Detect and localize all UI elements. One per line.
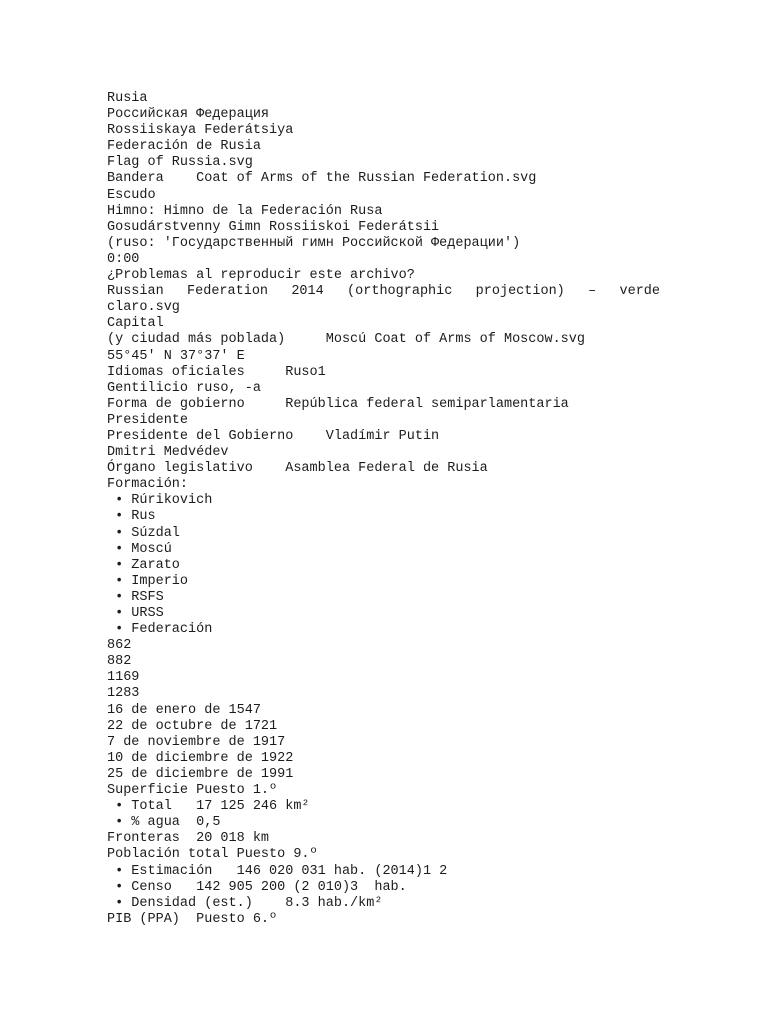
coat-of-arms-label: Escudo xyxy=(107,187,156,203)
population-census: • Censo 142 905 200 (2 010)3 hab. xyxy=(107,879,407,895)
borders-row: Fronteras 20 018 km xyxy=(107,831,270,847)
formation-date: 862 xyxy=(107,638,132,654)
document-page xyxy=(107,91,707,928)
official-languages-row: Idiomas oficiales Ruso1 xyxy=(107,364,326,380)
anthem-russian: (ruso: 'Государственный гимн Российской Федерации') xyxy=(107,235,521,251)
flag-coat-of-arms-row: Bandera Coat of Arms of the Russian Federation.svg xyxy=(107,171,537,187)
formation-item: • Moscú xyxy=(107,541,172,557)
gdp-ppp-row: PIB (PPA) Puesto 6.º xyxy=(107,911,278,927)
transliterated-name: Rossiiskaya Federátsiya xyxy=(107,123,294,139)
formation-date: 1283 xyxy=(107,686,140,702)
population-density: • Densidad (est.) 8.3 hab./km² xyxy=(107,895,383,911)
anthem-transliteration: Gosudárstvenny Gimn Rossiiskoi Federátsii xyxy=(107,219,440,235)
map-file-line-continued: claro.svg xyxy=(107,300,180,316)
capital-row: (y ciudad más poblada) Moscú Coat of Arms of Moscow.svg xyxy=(107,332,585,348)
capital-label: Capital xyxy=(107,316,164,332)
coordinates: 55°45′ N 37°37′ E xyxy=(107,348,245,364)
population-estimate: • Estimación 146 020 031 hab. (2014)1 2 xyxy=(107,863,448,879)
formation-label: Formación: xyxy=(107,477,189,493)
formation-date: 22 de octubre de 1721 xyxy=(107,718,278,734)
formation-item: • Rúrikovich xyxy=(107,493,213,509)
anthem-line: Himno: Himno de la Federación Rusa xyxy=(107,203,383,219)
formation-date: 25 de diciembre de 1991 xyxy=(107,766,294,782)
native-name: Российская Федерация xyxy=(107,107,270,123)
spanish-name: Federación de Rusia xyxy=(107,139,261,155)
prime-minister-row: Presidente del Gobierno Vladímir Putin xyxy=(107,428,440,444)
formation-date: 7 de noviembre de 1917 xyxy=(107,734,286,750)
flag-file: Flag of Russia.svg xyxy=(107,155,253,171)
formation-item: • Federación xyxy=(107,622,213,638)
prime-minister-name: Dmitri Medvédev xyxy=(107,445,229,461)
demonym-row: Gentilicio ruso, -a xyxy=(107,380,261,396)
area-water: • % agua 0,5 xyxy=(107,815,221,831)
formation-date: 10 de diciembre de 1922 xyxy=(107,750,294,766)
population-row: Población total Puesto 9.º xyxy=(107,847,318,863)
formation-date: 1169 xyxy=(107,670,140,686)
area-total: • Total 17 125 246 km² xyxy=(107,799,310,815)
map-file-line: Russian Federation 2014 (orthographic projection) – verde xyxy=(107,284,660,300)
formation-item: • RSFS xyxy=(107,589,164,605)
formation-date: 16 de enero de 1547 xyxy=(107,702,261,718)
formation-date: 882 xyxy=(107,654,132,670)
audio-time: 0:00 xyxy=(107,251,140,267)
country-name: Rusia xyxy=(107,91,148,106)
formation-item: • Zarato xyxy=(107,557,180,573)
formation-item: • Rus xyxy=(107,509,156,525)
formation-item: • Súzdal xyxy=(107,525,180,541)
audio-problem-text: ¿Problemas al reproducir este archivo? xyxy=(107,268,415,284)
area-row: Superficie Puesto 1.º xyxy=(107,783,278,799)
government-form-row: Forma de gobierno República federal semiparlamentaria xyxy=(107,396,569,412)
legislature-row: Órgano legislativo Asamblea Federal de Rusia xyxy=(107,461,488,477)
formation-item: • Imperio xyxy=(107,573,189,589)
formation-item: • URSS xyxy=(107,606,164,621)
president-label: Presidente xyxy=(107,412,189,428)
